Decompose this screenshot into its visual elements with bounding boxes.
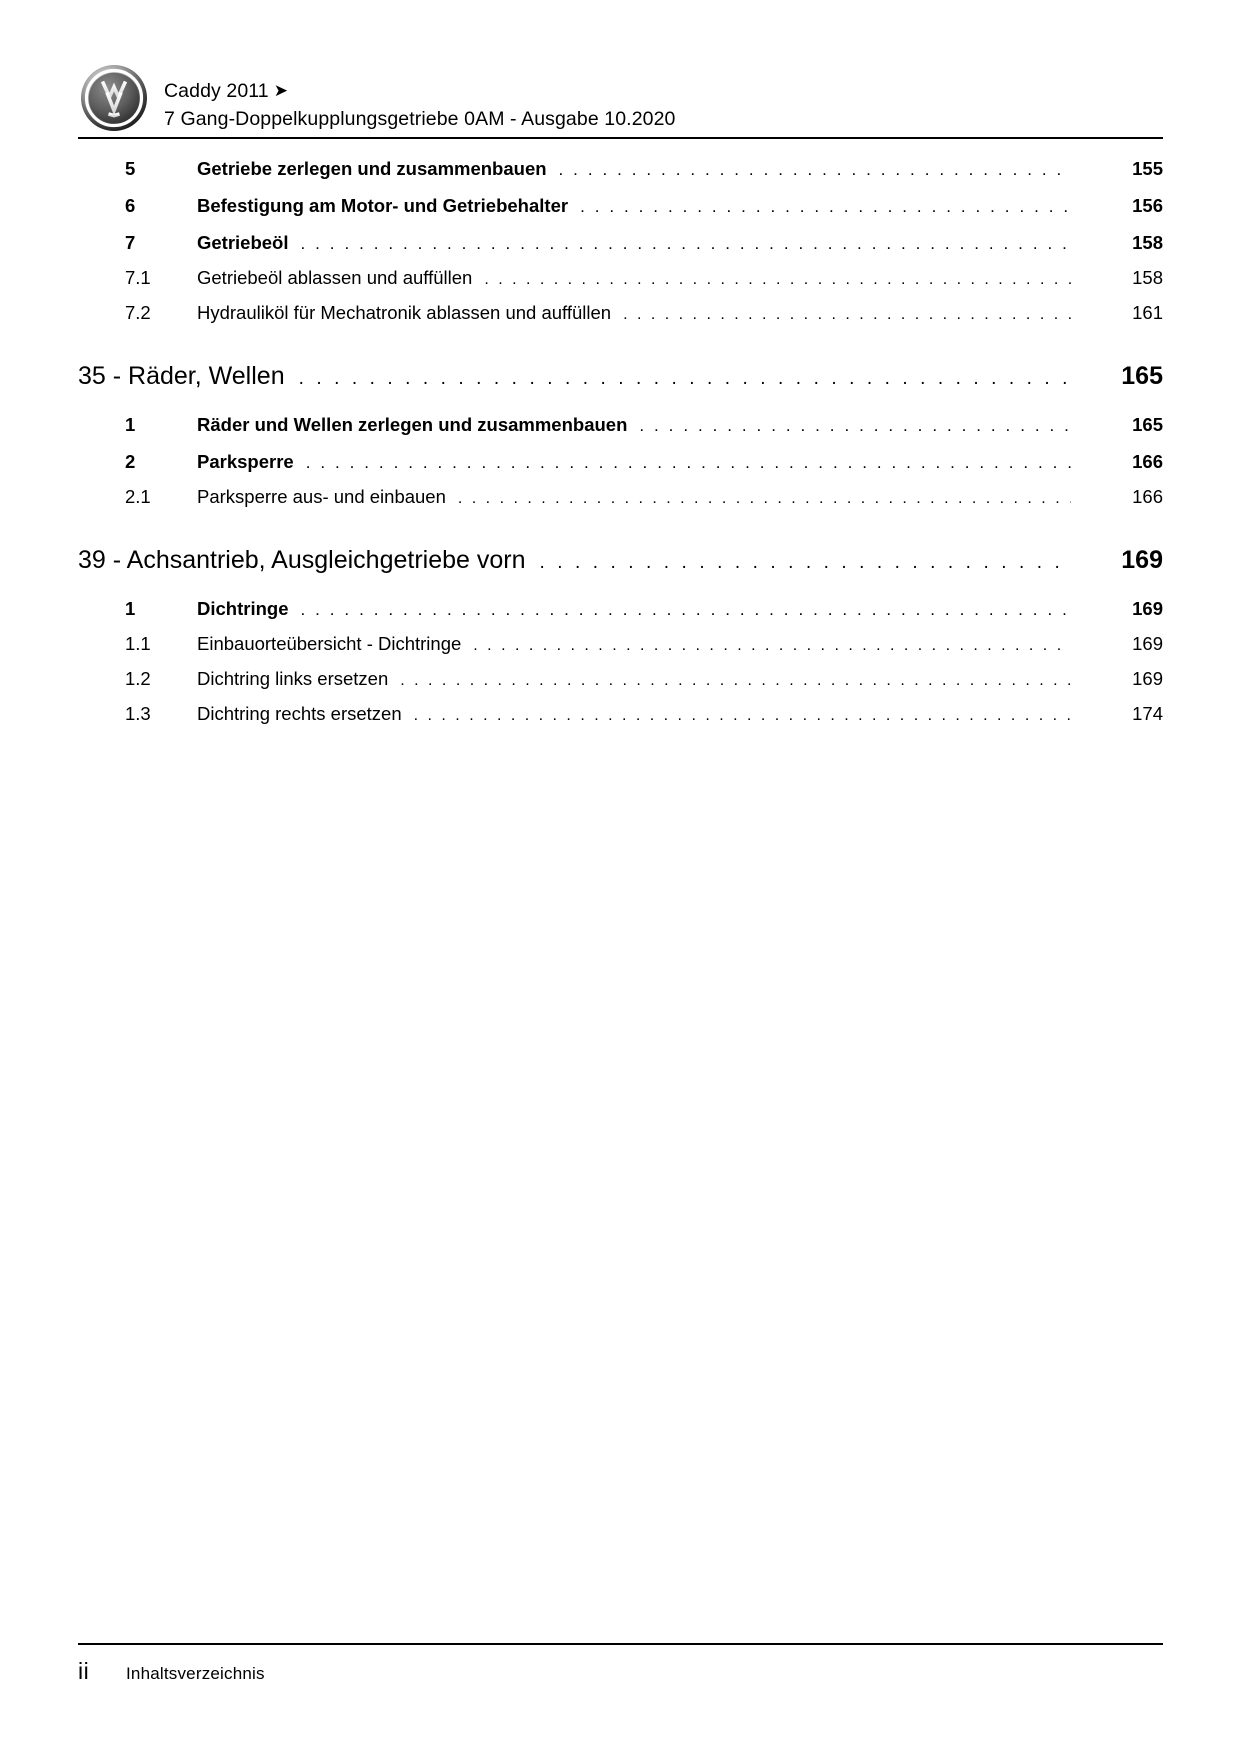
header-divider bbox=[78, 137, 1163, 139]
toc-entry-page: 155 bbox=[1132, 158, 1163, 179]
table-of-contents bbox=[78, 152, 1163, 734]
toc-entry-number: 7.2 bbox=[125, 302, 151, 323]
footer-divider bbox=[78, 1643, 1163, 1645]
toc-entry-title: Getriebeöl bbox=[197, 232, 289, 253]
toc-entry[interactable] bbox=[78, 664, 1163, 699]
header-model-text: Caddy 2011 bbox=[164, 80, 269, 102]
toc-leader-dots bbox=[300, 593, 1071, 629]
toc-entry-number: 1.2 bbox=[125, 668, 151, 689]
toc-entry-title: Räder und Wellen zerlegen und zusammenbauen bbox=[197, 414, 628, 435]
toc-entry-page: 165 bbox=[1121, 362, 1163, 390]
toc-leader-dots bbox=[306, 446, 1071, 482]
toc-entry-title: Einbauorteübersicht - Dichtringe bbox=[197, 633, 462, 654]
toc-entry-title: Parksperre bbox=[197, 451, 294, 472]
toc-entry[interactable] bbox=[78, 263, 1163, 298]
toc-entry[interactable] bbox=[78, 226, 1163, 263]
toc-entry-page: 166 bbox=[1132, 486, 1163, 507]
toc-chapter-entry[interactable] bbox=[78, 543, 1163, 584]
toc-entry-number: 1 bbox=[125, 598, 136, 619]
page-footer bbox=[78, 1658, 1163, 1685]
toc-leader-dots bbox=[458, 484, 1071, 517]
toc-entry-page: 161 bbox=[1132, 302, 1163, 323]
toc-entry[interactable] bbox=[78, 629, 1163, 664]
toc-entry-page: 169 bbox=[1121, 546, 1163, 574]
toc-entry-number: 2 bbox=[125, 451, 136, 472]
toc-entry[interactable] bbox=[78, 189, 1163, 226]
toc-entry-title: Hydrauliköl für Mechatronik ablassen und auffüllen bbox=[197, 302, 612, 323]
toc-entry-page: 158 bbox=[1132, 232, 1163, 253]
toc-leader-dots bbox=[559, 153, 1071, 189]
toc-entry-page: 166 bbox=[1132, 451, 1163, 472]
footer-page-number: ii bbox=[78, 1658, 90, 1684]
toc-leader-dots bbox=[414, 701, 1071, 734]
toc-leader-dots bbox=[473, 631, 1071, 664]
toc-leader-dots bbox=[484, 265, 1071, 298]
toc-entry-number: 1 bbox=[125, 414, 136, 435]
toc-entry-title: Befestigung am Motor- und Getriebehalter bbox=[197, 195, 569, 216]
toc-entry-page: 165 bbox=[1132, 414, 1163, 435]
toc-leader-dots bbox=[623, 300, 1071, 333]
toc-entry-title: Parksperre aus- und einbauen bbox=[197, 486, 446, 507]
toc-leader-dots bbox=[301, 227, 1072, 263]
footer-label: Inhaltsverzeichnis bbox=[126, 1664, 265, 1683]
toc-entry[interactable] bbox=[78, 298, 1163, 333]
toc-leader-dots bbox=[639, 409, 1071, 445]
toc-leader-dots bbox=[580, 190, 1071, 226]
toc-entry-title: Dichtringe bbox=[197, 598, 289, 619]
toc-entry[interactable] bbox=[78, 699, 1163, 734]
toc-entry-title: Dichtring rechts ersetzen bbox=[197, 703, 402, 724]
toc-entry[interactable] bbox=[78, 445, 1163, 482]
toc-entry-number: 2.1 bbox=[125, 486, 151, 507]
header-arrow-icon: ➤ bbox=[273, 81, 289, 100]
toc-entry-number: 7.1 bbox=[125, 267, 151, 288]
toc-entry-number: 6 bbox=[125, 195, 136, 216]
toc-entry-page: 169 bbox=[1132, 633, 1163, 654]
toc-entry[interactable] bbox=[78, 152, 1163, 189]
toc-entry-title: Dichtring links ersetzen bbox=[197, 668, 389, 689]
toc-leader-dots bbox=[299, 362, 1071, 400]
toc-leader-dots bbox=[400, 666, 1071, 699]
toc-entry-title: 39 - Achsantrieb, Ausgleichgetriebe vorn bbox=[78, 546, 526, 574]
header-subtitle: 7 Gang-Doppelkupplungsgetriebe 0AM - Ausgabe 10.2020 bbox=[164, 108, 676, 130]
toc-entry[interactable] bbox=[78, 592, 1163, 629]
vw-logo-icon bbox=[78, 62, 150, 134]
toc-entry-page: 156 bbox=[1132, 195, 1163, 216]
toc-entry-title: Getriebeöl ablassen und auffüllen bbox=[197, 267, 473, 288]
toc-entry-number: 1.1 bbox=[125, 633, 151, 654]
toc-leader-dots bbox=[540, 546, 1072, 584]
toc-entry-title: 35 - Räder, Wellen bbox=[78, 362, 285, 390]
toc-entry[interactable] bbox=[78, 482, 1163, 517]
page-header bbox=[78, 58, 1162, 138]
toc-entry-title: Getriebe zerlegen und zusammenbauen bbox=[197, 158, 547, 179]
toc-entry-page: 174 bbox=[1132, 703, 1163, 724]
toc-entry-number: 5 bbox=[125, 158, 136, 179]
toc-entry-page: 169 bbox=[1132, 598, 1163, 619]
toc-entry[interactable] bbox=[78, 408, 1163, 445]
toc-entry-page: 158 bbox=[1132, 267, 1163, 288]
toc-entry-number: 1.3 bbox=[125, 703, 151, 724]
toc-entry-page: 169 bbox=[1132, 668, 1163, 689]
header-model-line bbox=[164, 77, 675, 106]
toc-chapter-entry[interactable] bbox=[78, 359, 1163, 400]
toc-entry-number: 7 bbox=[125, 232, 136, 253]
